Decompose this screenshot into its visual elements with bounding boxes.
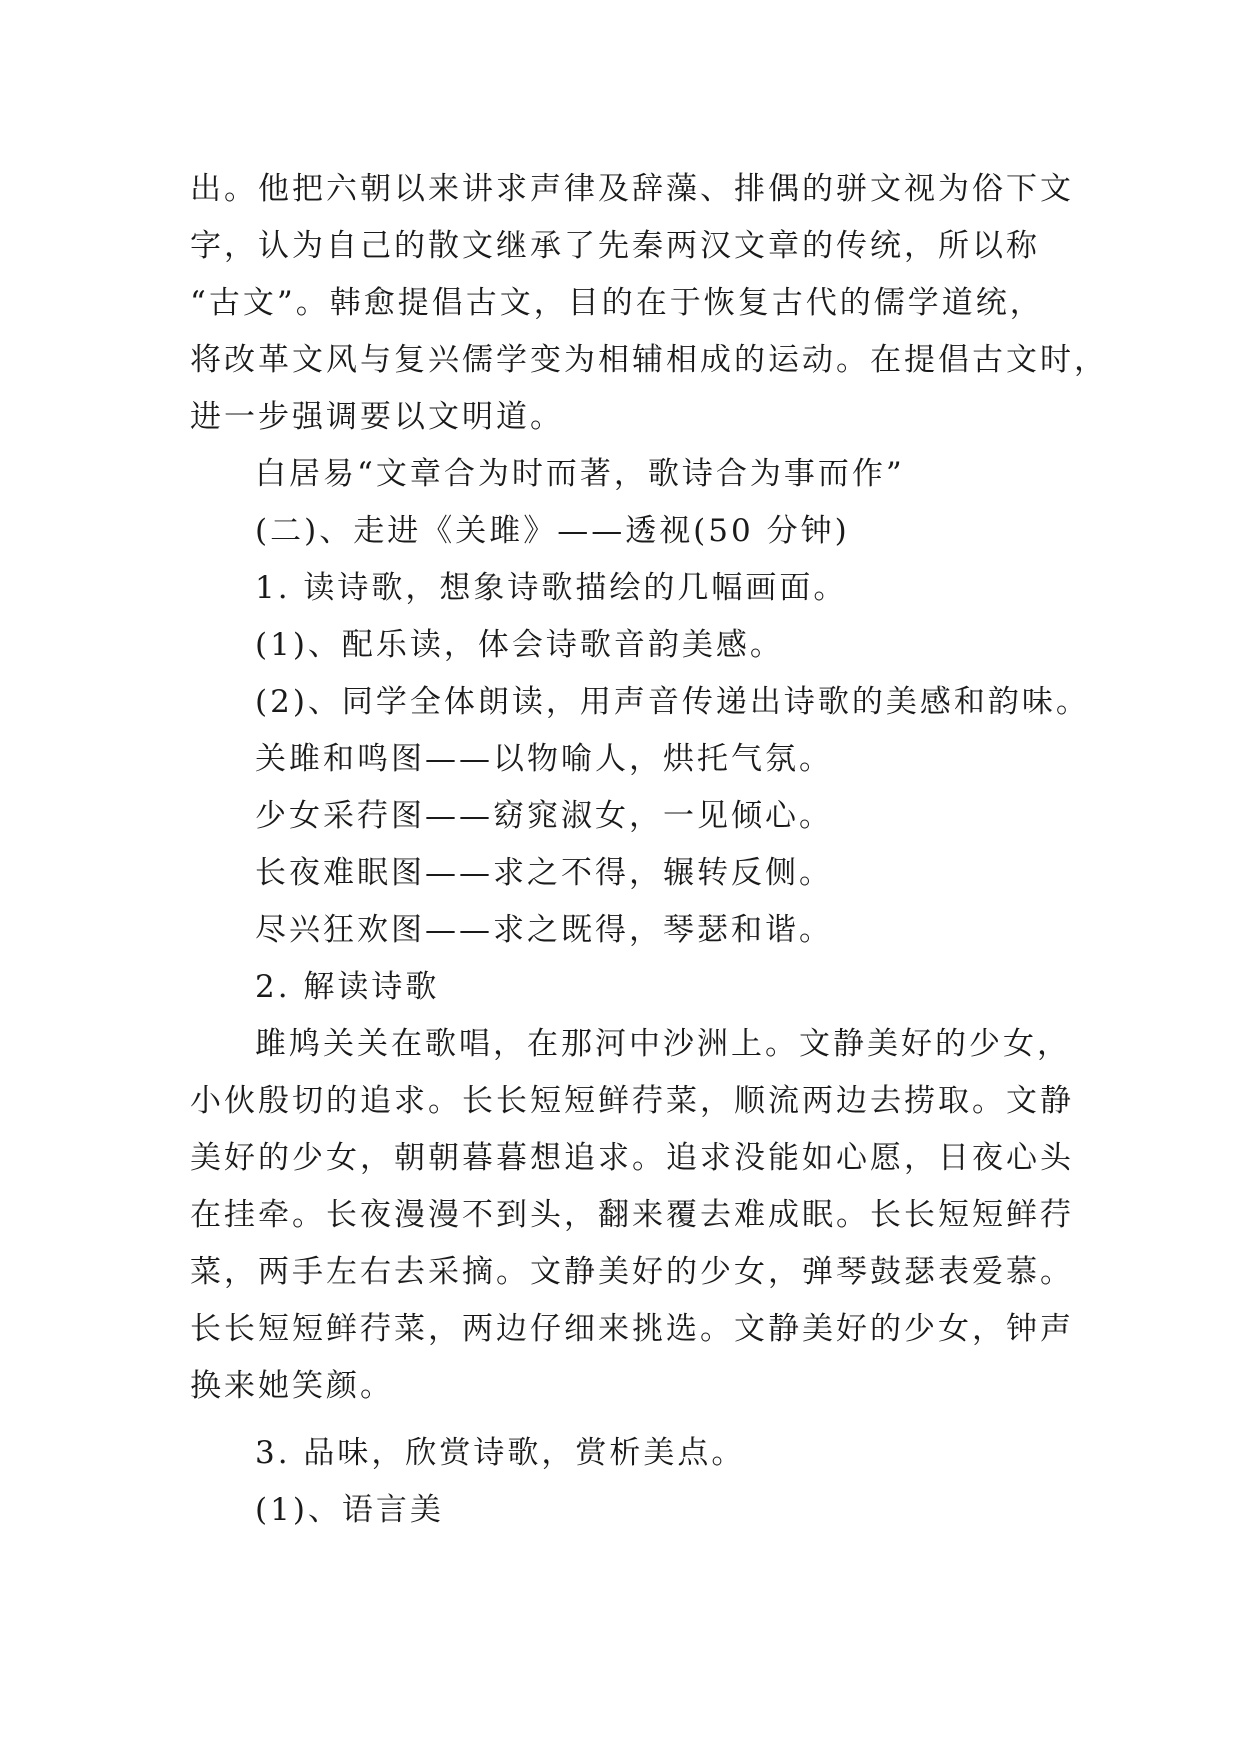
paragraph-line: 美好的少女，朝朝暮暮想追求。追求没能如心愿，日夜心头 [190, 1140, 1074, 1176]
numbered-item: 3. 品味，欣赏诗歌，赏析美点。 [255, 1435, 746, 1471]
scene-line: 长夜难眠图——求之不得，辗转反侧。 [255, 855, 833, 891]
paragraph-line: 进一步强调要以文明道。 [190, 399, 564, 435]
paragraph-line: 菜，两手左右去采摘。文静美好的少女，弹琴鼓瑟表爱慕。 [190, 1254, 1074, 1290]
scene-line: 尽兴狂欢图——求之既得，琴瑟和谐。 [255, 912, 833, 948]
section-heading: (二)、走进《关雎》——透视(50 分钟) [255, 513, 850, 549]
numbered-item: 1. 读诗歌，想象诗歌描绘的几幅画面。 [255, 570, 848, 606]
numbered-item: 2. 解读诗歌 [255, 969, 440, 1005]
scene-line: 少女采荇图——窈窕淑女，一见倾心。 [255, 798, 833, 834]
paragraph-line: 雎鸠关关在歌唱，在那河中沙洲上。文静美好的少女， [255, 1026, 1071, 1062]
paragraph-line: 白居易“文章合为时而著，歌诗合为事而作” [255, 456, 905, 492]
paragraph-line: 换来她笑颜。 [190, 1368, 394, 1404]
paragraph-line: 出。他把六朝以来讲求声律及辞藻、排偶的骈文视为俗下文 [190, 171, 1074, 207]
paragraph-line: 小伙殷切的追求。长长短短鲜荇菜，顺流两边去捞取。文静 [190, 1083, 1074, 1119]
numbered-item: (1)、配乐读，体会诗歌音韵美感。 [255, 627, 784, 663]
numbered-item: (1)、语言美 [255, 1492, 444, 1528]
paragraph-line: 将改革文风与复兴儒学变为相辅相成的运动。在提倡古文时， [190, 342, 1108, 378]
paragraph-line: “古文”。韩愈提倡古文，目的在于恢复古代的儒学道统， [190, 285, 1044, 321]
paragraph-line: 在挂牵。长夜漫漫不到头，翻来覆去难成眠。长长短短鲜荇 [190, 1197, 1074, 1233]
numbered-item: (2)、同学全体朗读，用声音传递出诗歌的美感和韵味。 [255, 684, 1090, 720]
paragraph-line: 长长短短鲜荇菜，两边仔细来挑选。文静美好的少女，钟声 [190, 1311, 1074, 1347]
scene-line: 关雎和鸣图——以物喻人，烘托气氛。 [255, 741, 833, 777]
paragraph-line: 字，认为自己的散文继承了先秦两汉文章的传统，所以称 [190, 228, 1040, 264]
